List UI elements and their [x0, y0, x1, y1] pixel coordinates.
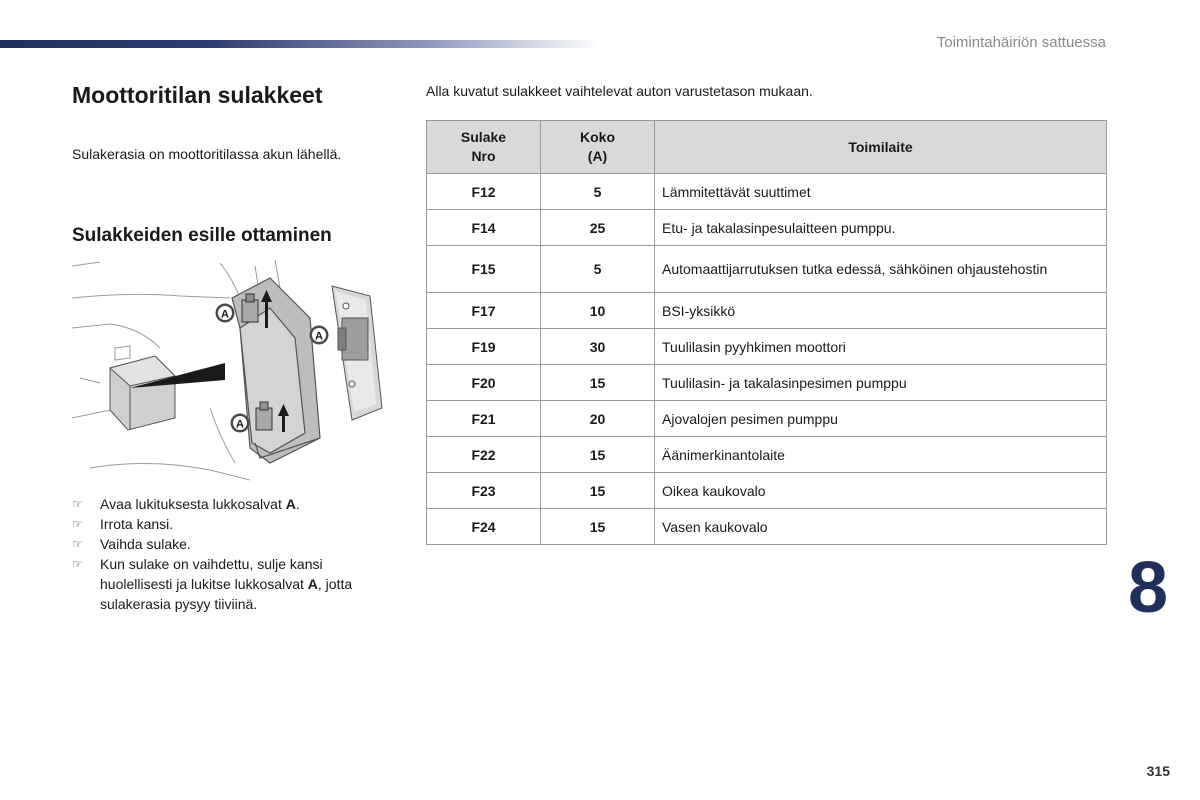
step-item: ☞ Irrota kansi. — [72, 516, 174, 532]
fuse-device: Äänimerkinantolaite — [655, 437, 1107, 473]
fuse-device: BSI-yksikkö — [655, 293, 1107, 329]
table-row — [427, 401, 1107, 437]
fuse-size: 10 — [541, 293, 655, 329]
instruction-steps — [72, 494, 392, 614]
header-fuse-size: Koko (A) — [541, 121, 655, 174]
fuse-size: 15 — [541, 437, 655, 473]
section-title: Toimintahäiriön sattuessa — [936, 34, 1106, 51]
fuse-number: F22 — [427, 437, 541, 473]
fuse-number: F12 — [427, 174, 541, 210]
table-row — [427, 365, 1107, 401]
fuse-size: 30 — [541, 329, 655, 365]
callout-a-badge — [216, 304, 235, 323]
fuse-device: Vasen kaukovalo — [655, 509, 1107, 545]
fuse-table — [426, 120, 1107, 545]
fuse-number: F15 — [427, 246, 541, 293]
fuse-number: F19 — [427, 329, 541, 365]
fuse-device: Lämmitettävät suuttimet — [655, 174, 1107, 210]
fuse-number: F24 — [427, 509, 541, 545]
small-fuse-box — [110, 356, 175, 430]
fuse-number: F23 — [427, 473, 541, 509]
fuse-device: Automaattijarrutuksen tutka edessä, sähköinen ohjaustehostin — [655, 246, 1107, 293]
header-fuse-number: Sulake Nro — [427, 121, 541, 174]
fuse-size: 25 — [541, 210, 655, 246]
fuse-number: F14 — [427, 210, 541, 246]
svg-text:A: A — [221, 308, 229, 321]
chapter-number: 8 — [1128, 548, 1169, 628]
page-title: Moottoritilan sulakkeet — [72, 82, 323, 108]
fuse-size: 15 — [541, 473, 655, 509]
fuse-device: Ajovalojen pesimen pumppu — [655, 401, 1107, 437]
table-row — [427, 329, 1107, 365]
page-number: 315 — [1146, 763, 1170, 779]
fuse-size: 15 — [541, 509, 655, 545]
callout-a-badge — [310, 326, 329, 345]
fuse-device: Oikea kaukovalo — [655, 473, 1107, 509]
table-row — [427, 210, 1107, 246]
header-gradient-bar — [0, 40, 600, 48]
table-row — [427, 174, 1107, 210]
fuse-size: 5 — [541, 246, 655, 293]
fuse-size: 5 — [541, 174, 655, 210]
table-row — [427, 437, 1107, 473]
table-header-row — [427, 121, 1107, 174]
hand-pointer-icon: ☞ — [72, 497, 83, 511]
fuse-device: Etu- ja takalasinpesulaitteen pumppu. — [655, 210, 1107, 246]
step-item: ☞ Avaa lukituksesta lukkosalvat A. — [72, 496, 300, 512]
step-item: ☞ Vaihda sulake. — [72, 536, 191, 552]
latch-detail-inset — [332, 286, 382, 420]
table-note: Alla kuvatut sulakkeet vaihtelevat auton varustetason mukaan. — [426, 83, 813, 99]
fuse-size: 20 — [541, 401, 655, 437]
callout-a-badge — [231, 414, 250, 433]
table-row — [427, 509, 1107, 545]
svg-text:A: A — [315, 330, 323, 343]
fuse-number: F21 — [427, 401, 541, 437]
header-device: Toimilaite — [655, 121, 1107, 174]
table-row — [427, 473, 1107, 509]
hand-pointer-icon: ☞ — [72, 557, 83, 571]
fuse-device: Tuulilasin pyyhkimen moottori — [655, 329, 1107, 365]
table-row — [427, 293, 1107, 329]
table-row — [427, 246, 1107, 293]
fuse-number: F20 — [427, 365, 541, 401]
hand-pointer-icon: ☞ — [72, 517, 83, 531]
fuse-device: Tuulilasin- ja takalasinpesimen pumppu — [655, 365, 1107, 401]
fuse-number: F17 — [427, 293, 541, 329]
fuse-box-illustration — [70, 258, 390, 483]
intro-text: Sulakerasia on moottoritilassa akun lähellä. — [72, 146, 342, 162]
step-item: ☞ Kun sulake on vaihdettu, sulje kansi huolellisesti ja lukitse lukkosalvat A, jotta sulakerasia pysyy tiiviinä. — [72, 556, 353, 612]
fuse-size: 15 — [541, 365, 655, 401]
hand-pointer-icon: ☞ — [72, 537, 83, 551]
subsection-title: Sulakkeiden esille ottaminen — [72, 225, 332, 246]
svg-text:A: A — [236, 418, 244, 431]
